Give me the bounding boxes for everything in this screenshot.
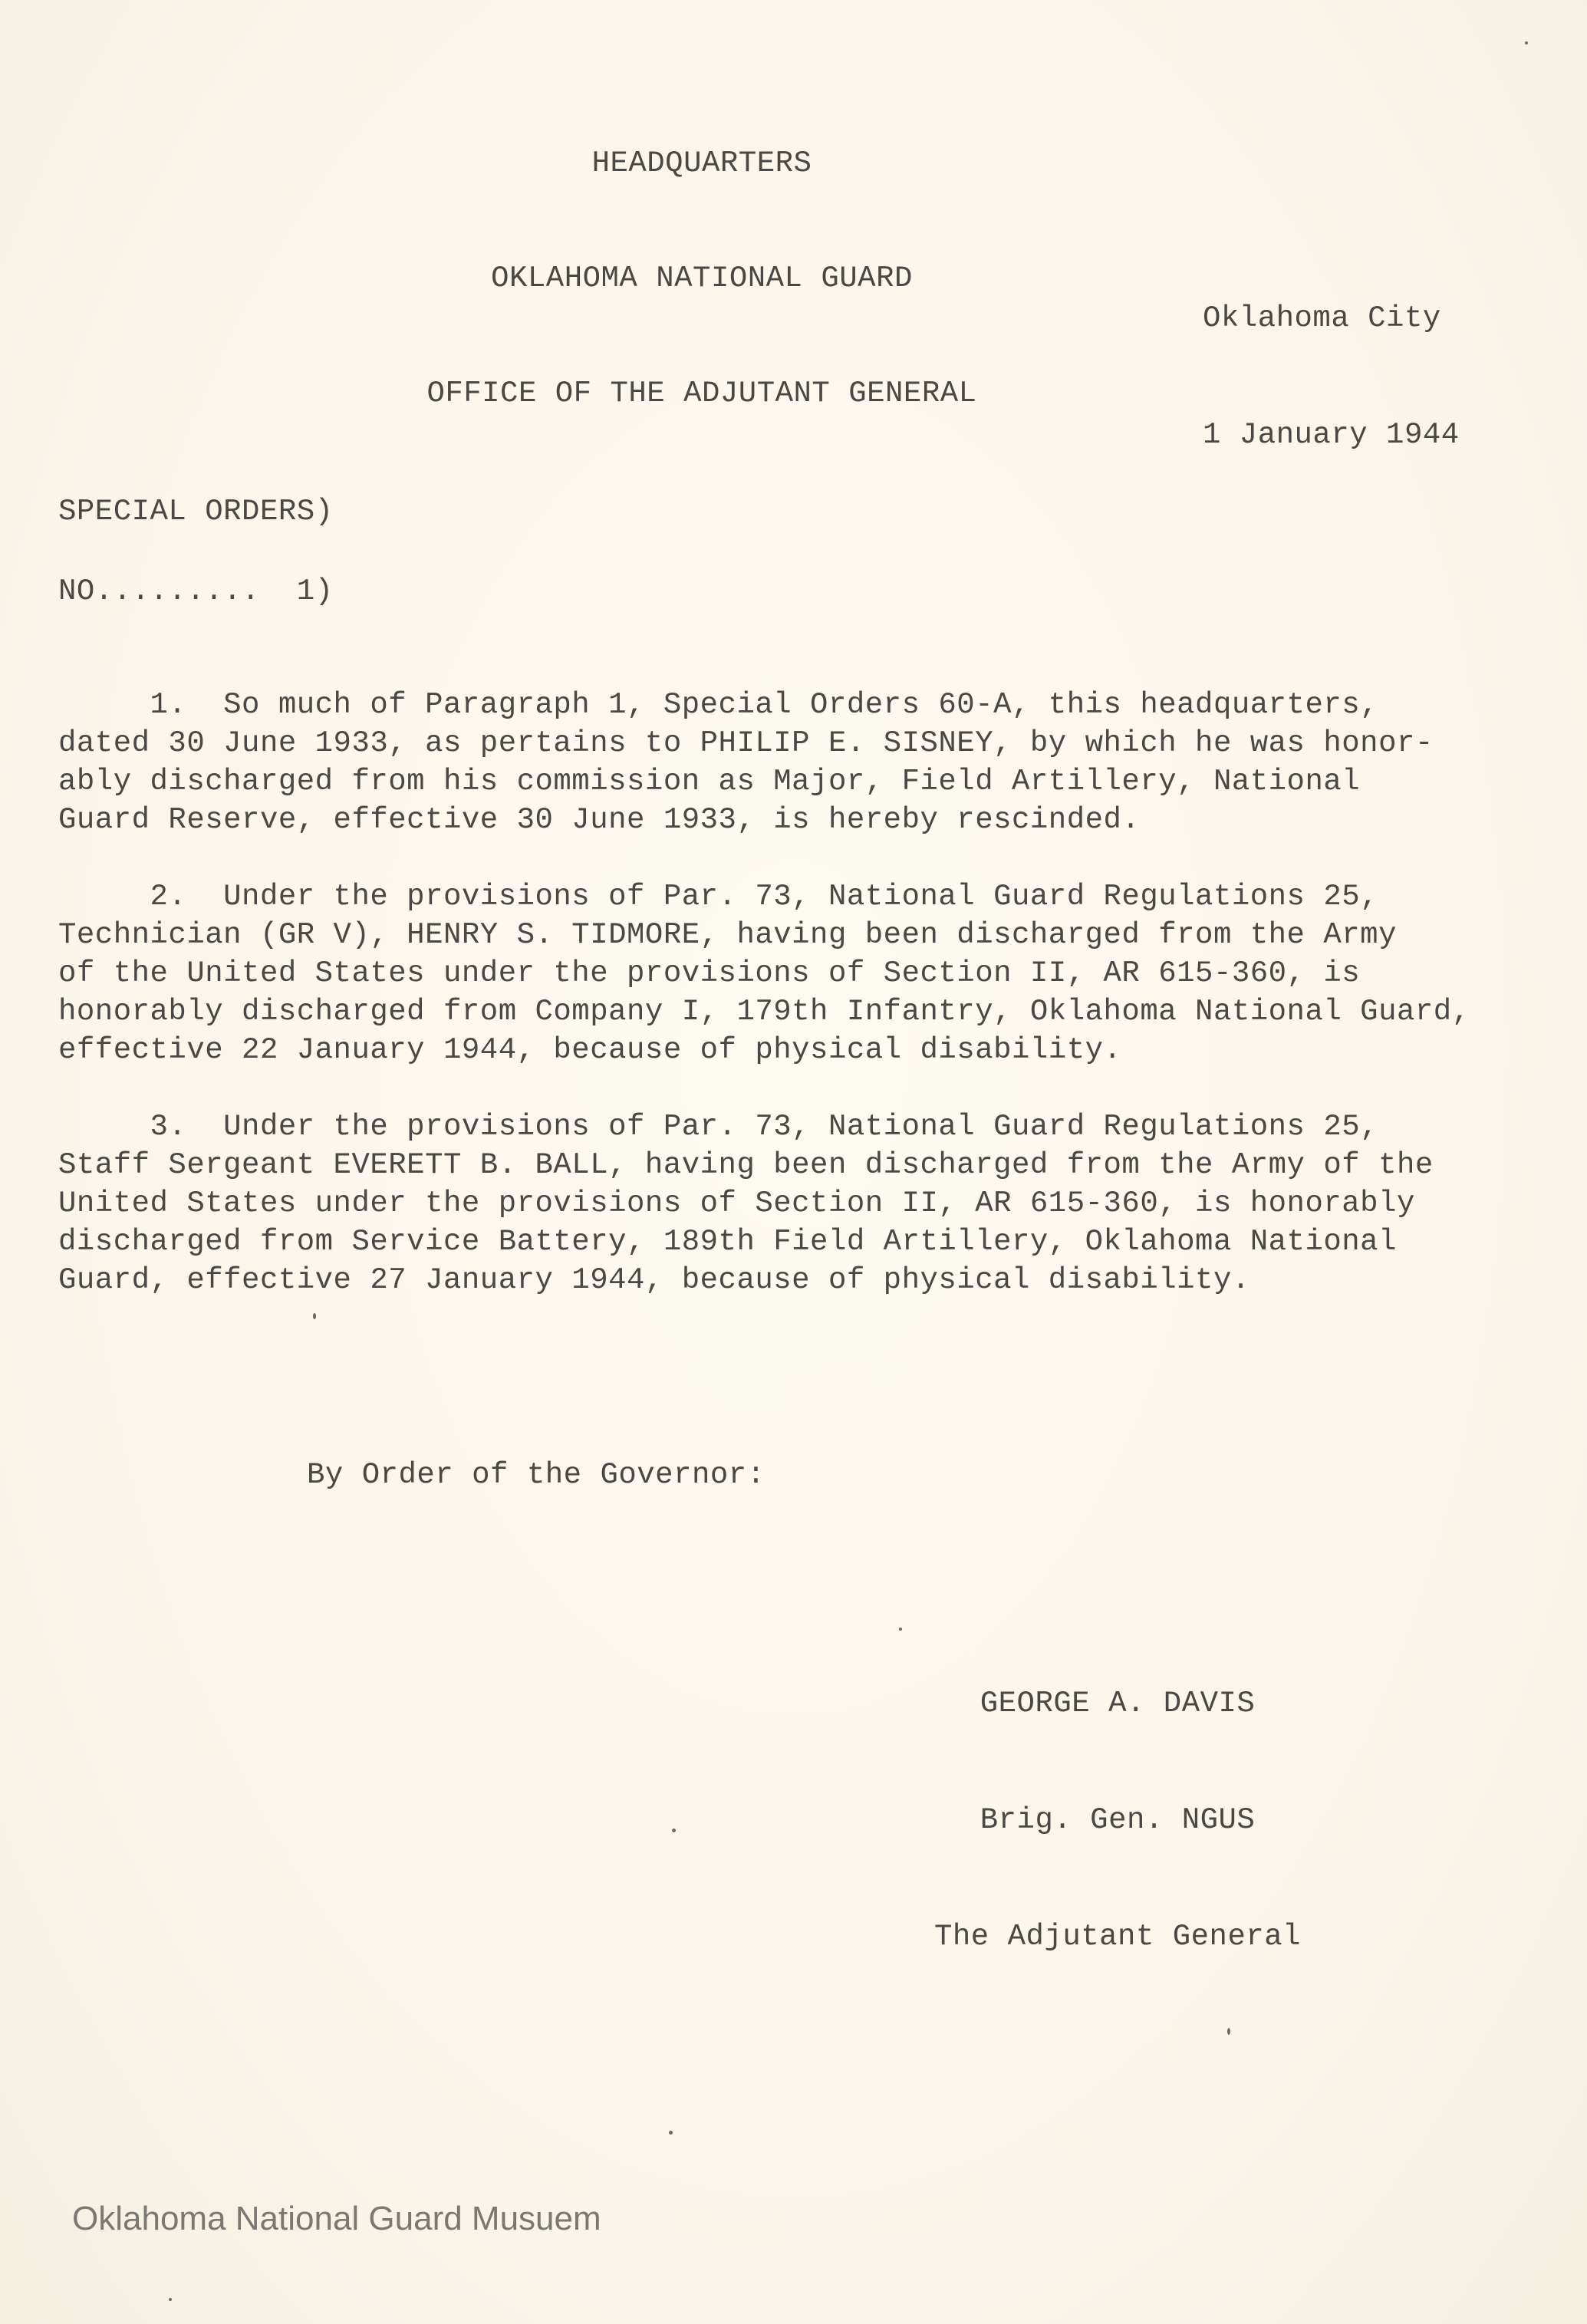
special-orders-label: SPECIAL ORDERS) [58,495,334,528]
signature-block [934,1608,1301,2034]
paragraph-line: Guard Reserve, effective 30 June 1933, is hereby rescinded. [58,803,1141,837]
paragraph-line: 1. So much of Paragraph 1, Special Orders 60-A, this headquarters, [58,688,1379,722]
letterhead-line-2: OKLAHOMA NATIONAL GUARD [491,262,913,295]
letterhead-line-3: OFFICE OF THE ADJUTANT GENERAL [426,377,977,410]
paragraph-line: Guard, effective 27 January 1944, because of physical disability. [58,1263,1250,1297]
paper-speck [1525,41,1528,44]
paper-speck [669,2131,673,2135]
city: Oklahoma City [1203,301,1441,335]
paper-speck [169,2298,172,2301]
museum-watermark: Oklahoma National Guard Musuem [72,2200,601,2237]
paragraph-2 [58,877,1546,1069]
order-number: NO......... 1) [58,574,334,608]
paper-speck [899,1628,902,1631]
paper-speck [313,1313,316,1319]
paragraph-line: 3. Under the provisions of Par. 73, National Guard Regulations 25, [58,1110,1379,1144]
signer-rank: Brig. Gen. NGUS [980,1803,1256,1837]
paragraph-3 [58,1108,1546,1299]
letterhead [0,67,1404,489]
paragraph-line: honorably discharged from Company I, 179th Infantry, Oklahoma National Guard, [58,995,1470,1029]
paper-speck [1227,2028,1230,2035]
paragraph-1 [58,686,1546,839]
paragraph-line: ably discharged from his commission as Major, Field Artillery, National [58,765,1361,798]
date: 1 January 1944 [1203,418,1460,452]
paragraph-line: Staff Sergeant EVERETT B. BALL, having been discharged from the Army of the [58,1148,1434,1182]
authority-line: By Order of the Governor: [307,1458,766,1492]
signer-name: GEORGE A. DAVIS [980,1687,1256,1720]
paragraph-line: United States under the provisions of Section II, AR 615-360, is honorably [58,1187,1415,1220]
paragraph-line: dated 30 June 1933, as pertains to PHILIP E. SISNEY, by which he was honor- [58,726,1434,760]
signer-title: The Adjutant General [934,1920,1302,1954]
place-and-date [1203,222,1460,532]
paper-speck [672,1829,676,1832]
paragraph-line: of the United States under the provisions of Section II, AR 615-360, is [58,956,1361,990]
paragraph-line: Technician (GR V), HENRY S. TIDMORE, having been discharged from the Army [58,918,1397,952]
letterhead-line-1: HEADQUARTERS [591,146,812,180]
paragraph-line: discharged from Service Battery, 189th Field Artillery, Oklahoma National [58,1225,1397,1259]
paragraph-line: 2. Under the provisions of Par. 73, National Guard Regulations 25, [58,880,1379,913]
paragraph-line: effective 22 January 1944, because of physical disability. [58,1033,1122,1067]
